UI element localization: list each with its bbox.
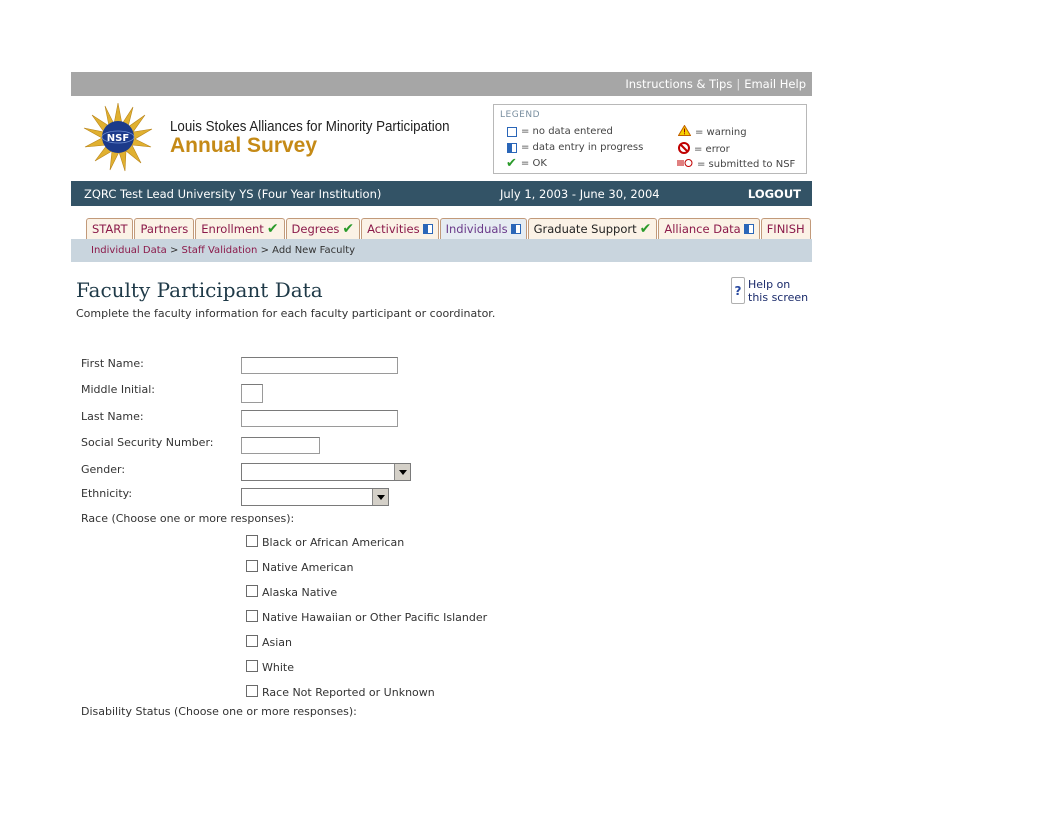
breadcrumb-individual-data[interactable]: Individual Data	[91, 245, 167, 256]
race-checkbox[interactable]	[246, 535, 258, 547]
help-line-2: this screen	[748, 291, 809, 304]
legend-title: LEGEND	[500, 110, 541, 120]
tab-activities[interactable]	[361, 218, 438, 239]
legend-item-warning	[678, 125, 747, 139]
error-icon	[678, 142, 690, 157]
tab-label: Enrollment	[201, 222, 264, 236]
checkmark-icon: ✔	[342, 221, 355, 237]
legend-box	[493, 104, 807, 174]
help-line-1: Help on	[748, 278, 791, 291]
tab-label: Degrees	[291, 222, 340, 236]
top-links-separator: |	[736, 77, 741, 91]
submitted-icon	[677, 158, 693, 171]
middle-initial-input[interactable]	[241, 384, 263, 403]
legend-label: = no data entered	[521, 126, 613, 137]
organization-name: Louis Stokes Alliances for Minority Participation	[170, 119, 450, 135]
middle-initial-label: Middle Initial:	[81, 383, 155, 396]
gender-select[interactable]	[241, 463, 411, 481]
page-title: Faculty Participant Data	[76, 278, 323, 302]
race-checkbox[interactable]	[246, 585, 258, 597]
legend-label: = error	[694, 144, 730, 155]
checkmark-icon: ✔	[266, 221, 279, 237]
top-links	[625, 77, 806, 91]
legend-item-ok	[506, 155, 547, 171]
disability-label: Disability Status (Choose one or more responses):	[81, 705, 357, 718]
ssn-label: Social Security Number:	[81, 436, 214, 449]
logo-text: NSF	[106, 133, 130, 144]
survey-period: July 1, 2003 - June 30, 2004	[500, 187, 660, 201]
breadcrumb	[91, 245, 355, 256]
checkmark-icon: ✔	[506, 155, 517, 171]
tab-label: Alliance Data	[664, 222, 741, 236]
legend-label: = data entry in progress	[521, 142, 644, 153]
tab-label: Partners	[140, 222, 189, 236]
legend-label: = warning	[695, 126, 747, 138]
race-option-asian[interactable]	[246, 636, 292, 649]
race-option-label: Alaska Native	[262, 586, 338, 599]
race-checkbox[interactable]	[246, 610, 258, 622]
breadcrumb-current: Add New Faculty	[272, 245, 356, 256]
race-checkbox[interactable]	[246, 660, 258, 672]
help-link[interactable]	[748, 278, 808, 304]
institution-name: ZQRC Test Lead University YS (Four Year Institution)	[84, 187, 382, 201]
last-name-input[interactable]	[241, 410, 398, 427]
logout-button[interactable]: LOGOUT	[747, 187, 801, 201]
help-icon[interactable]: ?	[731, 277, 745, 304]
race-option-native-hawaiian[interactable]	[246, 611, 487, 624]
legend-item-submitted	[677, 158, 795, 171]
race-option-not-reported[interactable]	[246, 686, 435, 699]
tab-alliance-data[interactable]	[658, 218, 759, 239]
race-checkbox[interactable]	[246, 635, 258, 647]
tab-finish[interactable]	[761, 218, 811, 239]
tab-start[interactable]	[86, 218, 133, 239]
chevron-down-icon[interactable]	[372, 489, 388, 505]
legend-label: = submitted to NSF	[697, 159, 796, 170]
race-checkbox[interactable]	[246, 560, 258, 572]
race-option-label: White	[262, 661, 294, 674]
race-option-black[interactable]	[246, 536, 404, 549]
legend-label: = OK	[520, 158, 547, 169]
nsf-logo	[83, 102, 153, 172]
tab-label: FINISH	[766, 222, 805, 236]
tab-label: START	[92, 222, 128, 236]
page-description: Complete the faculty information for each faculty participant or coordinator.	[76, 307, 496, 320]
breadcrumb-bar	[71, 239, 812, 262]
tab-individuals[interactable]	[440, 218, 527, 239]
half-square-icon	[507, 143, 517, 153]
info-bar	[71, 181, 812, 206]
half-square-icon	[744, 224, 754, 234]
breadcrumb-staff-validation[interactable]: Staff Validation	[181, 245, 258, 256]
race-option-alaska-native[interactable]	[246, 586, 337, 599]
legend-item-error	[678, 142, 730, 157]
last-name-label: Last Name:	[81, 410, 144, 423]
survey-title: Annual Survey	[170, 134, 318, 157]
first-name-label: First Name:	[81, 357, 144, 370]
race-option-native-american[interactable]	[246, 561, 353, 574]
breadcrumb-separator: >	[169, 245, 179, 256]
race-option-label: Race Not Reported or Unknown	[262, 686, 435, 699]
race-option-white[interactable]	[246, 661, 294, 674]
tab-partners[interactable]	[134, 218, 194, 239]
ssn-input[interactable]	[241, 437, 320, 454]
ethnicity-select[interactable]	[241, 488, 389, 506]
empty-square-icon	[507, 127, 517, 137]
tab-label: Activities	[367, 222, 420, 236]
gender-label: Gender:	[81, 463, 126, 476]
race-label: Race (Choose one or more responses):	[81, 512, 295, 525]
tab-graduate-support[interactable]	[528, 218, 658, 239]
email-help-link[interactable]: Email Help	[744, 77, 806, 91]
half-square-icon	[423, 224, 433, 234]
race-option-label: Black or African American	[262, 536, 405, 549]
legend-item-in-progress	[507, 142, 643, 153]
warning-icon	[678, 125, 691, 139]
top-links-bar	[71, 72, 812, 96]
checkmark-icon: ✔	[639, 221, 652, 237]
tab-label: Individuals	[445, 222, 508, 236]
race-checkbox[interactable]	[246, 685, 258, 697]
chevron-down-icon[interactable]	[394, 464, 410, 480]
tab-degrees[interactable]	[286, 218, 361, 239]
section-tabs	[86, 217, 812, 239]
half-square-icon	[511, 224, 521, 234]
race-option-label: Asian	[262, 636, 293, 649]
ethnicity-label: Ethnicity:	[81, 487, 133, 500]
tab-enrollment[interactable]	[195, 218, 284, 239]
race-option-label: Native American	[262, 561, 354, 574]
legend-item-no-data	[507, 126, 613, 137]
instructions-link[interactable]: Instructions & Tips	[625, 77, 733, 91]
race-option-label: Native Hawaiian or Other Pacific Islander	[262, 611, 488, 624]
tab-label: Graduate Support	[533, 222, 637, 236]
first-name-input[interactable]	[241, 357, 398, 374]
breadcrumb-separator: >	[260, 245, 269, 256]
